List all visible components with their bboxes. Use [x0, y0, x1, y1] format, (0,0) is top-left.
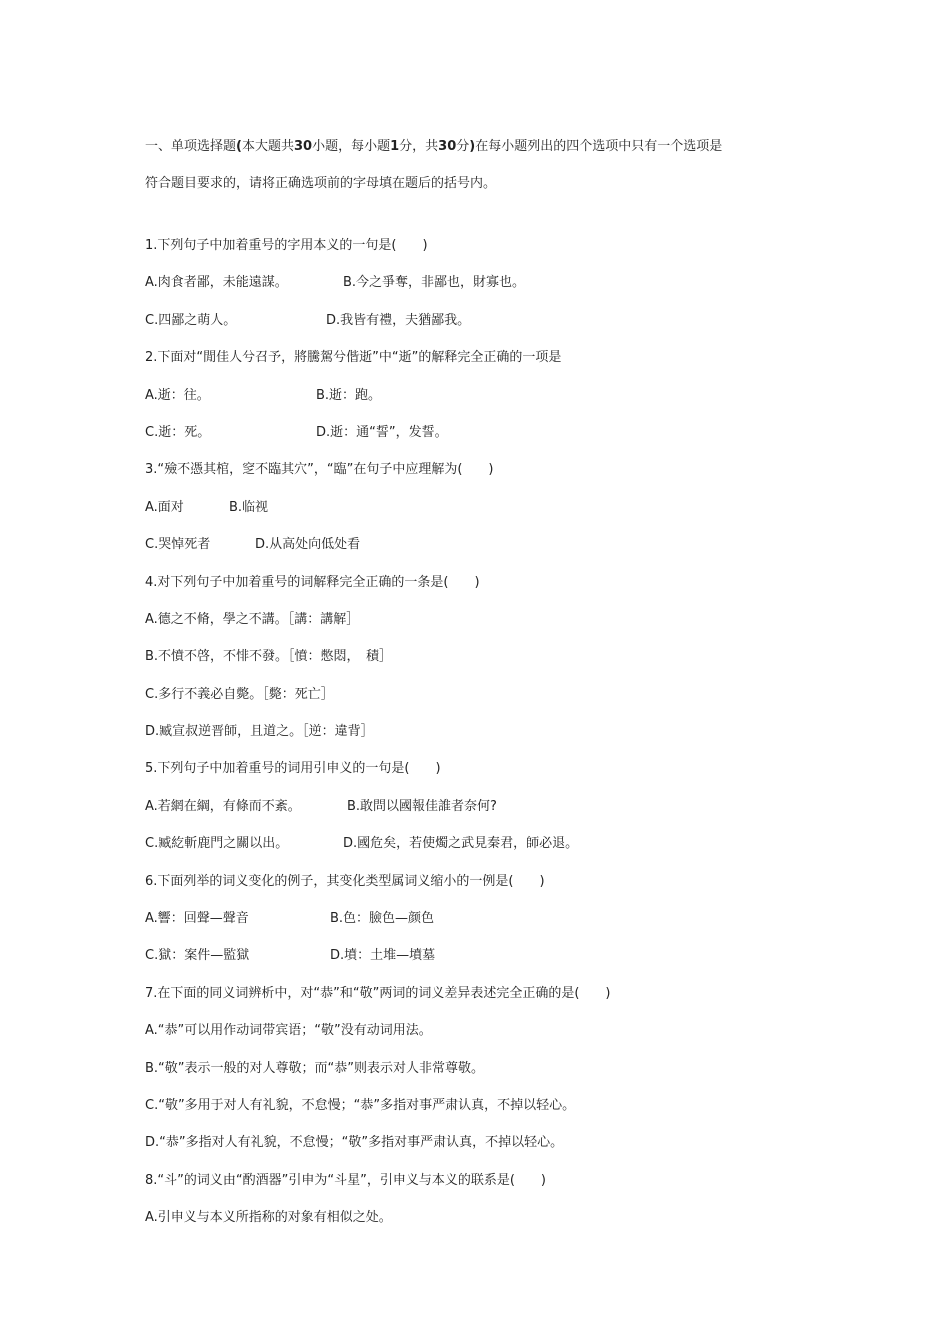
option-text: A.德之不脩，學之不講。［講：講解］: [145, 611, 360, 627]
option-text: B.不憤不啓，不悱不發。［憤：憋悶， 積］: [145, 649, 393, 665]
option-text: A.“恭”可以用作动词带宾语；“敬”没有动词用法。: [145, 1023, 432, 1039]
option-text: C.“敬”多用于对人有礼貌，不怠慢；“恭”多指对事严肃认真，不掉以轻心。: [145, 1097, 576, 1113]
option-row: [145, 1206, 845, 1243]
option-row: [145, 1094, 845, 1131]
option-text: A.若網在綱，有條而不紊。: [145, 798, 301, 814]
option-row: [145, 496, 845, 533]
option-row: [145, 384, 845, 421]
question-stem: 3.“殮不憑其棺，窆不臨其穴”，“臨”在句子中应理解为( ): [145, 462, 494, 478]
option-text: D.國危矣，若使燭之武見秦君，師必退。: [343, 836, 579, 852]
option-text: C.四鄙之萌人。: [145, 312, 237, 328]
option-text: D.臧宣叔逆晋師，且道之。［逆：違背］: [145, 724, 374, 740]
option-text: A.引申义与本义所指称的对象有相似之处。: [145, 1210, 392, 1226]
option-text: C.獄：案件—監獄: [145, 948, 250, 964]
option-text: B.色：臉色—颜色: [330, 911, 435, 927]
question-stem: 5.下列句子中加着重号的词用引申义的一句是( ): [145, 761, 441, 777]
option-row: [145, 608, 845, 645]
option-text: B.“敬”表示一般的对人尊敬；而“恭”则表示对人非常尊敬。: [145, 1060, 484, 1076]
option-row: [145, 907, 845, 944]
option-row: [145, 645, 845, 682]
option-text: D.我皆有禮，夫猶鄙我。: [326, 312, 471, 328]
option-text: D.墳：土堆—墳墓: [330, 948, 436, 964]
option-text: A.響：回聲—聲音: [145, 911, 249, 927]
option-row: [145, 944, 845, 981]
option-text: D.从高处向低处看: [255, 537, 361, 553]
option-text: D.逝：通“誓”，发誓。: [316, 424, 448, 440]
question-stem: 6.下面列举的词义变化的例子，其变化类型属词义缩小的一例是( ): [145, 873, 545, 889]
section-header: [145, 128, 825, 202]
option-text: C.臧紇斬鹿門之關以出。: [145, 836, 289, 852]
option-row: [145, 1019, 845, 1056]
option-row: [145, 1057, 845, 1094]
question-stem: 1.下列句子中加着重号的字用本义的一句是( ): [145, 238, 428, 253]
option-row: [145, 1131, 845, 1168]
option-row: [145, 271, 845, 308]
option-text: D.“恭”多指对人有礼貌，不怠慢；“敬”多指对事严肃认真，不掉以轻心。: [145, 1135, 564, 1151]
option-row: [145, 421, 845, 458]
question-stem: 7.在下面的同义词辨析中，对“恭”和“敬”两词的词义差异表述完全正确的是( ): [145, 985, 611, 1001]
option-row: [145, 309, 845, 346]
option-text: A.肉食者鄙，未能遠謀。: [145, 275, 288, 291]
option-text: C.哭悼死者: [145, 537, 211, 553]
option-row: [145, 795, 845, 832]
question-stem: 2.下面对“閒佳人兮召予，將騰駕兮偕逝”中“逝”的解释完全正确的一项是: [145, 350, 562, 366]
option-row: [145, 720, 845, 757]
section-instruction-line-1: 一、单项选择题(本大题共30小题，每小题1分，共30分)在每小题列出的四个选项中只有一个选项是: [145, 139, 723, 154]
option-text: B.敢問以國報佳誰者奈何?: [347, 798, 497, 814]
option-text: B.今之爭奪，非鄙也，財寡也。: [343, 275, 526, 291]
option-text: B.临视: [229, 499, 269, 515]
question-stem: 4.对下列句子中加着重号的词解释完全正确的一条是( ): [145, 574, 480, 590]
option-row: [145, 832, 845, 869]
option-text: A.面对: [145, 499, 184, 515]
option-text: A.逝：往。: [145, 387, 210, 403]
question-list: [145, 234, 845, 1244]
option-text: C.逝：死。: [145, 424, 211, 440]
option-text: B.逝：跑。: [316, 387, 382, 403]
option-text: C.多行不義必自斃。［斃：死亡］: [145, 686, 334, 702]
option-row: [145, 683, 845, 720]
section-instruction-line-2: 符合题目要求的，请将正确选项前的字母填在题后的括号内。: [145, 176, 497, 191]
option-row: [145, 533, 845, 570]
question-stem: 8.“斗”的词义由“酌酒器”引申为“斗星”，引申义与本义的联系是( ): [145, 1172, 546, 1188]
